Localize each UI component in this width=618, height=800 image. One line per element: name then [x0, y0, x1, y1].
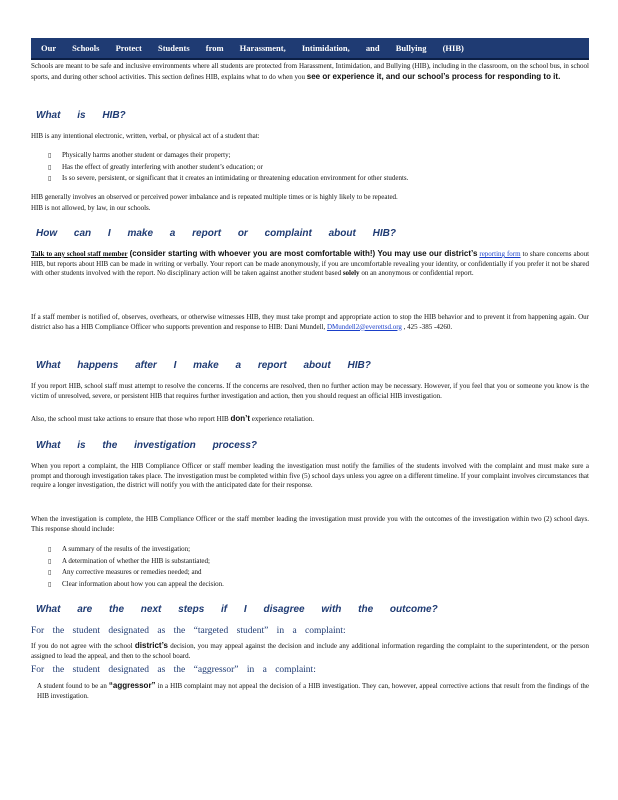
report-lead-2: (consider starting with whoever you are most comfortable with!) You may use our district’s — [129, 249, 478, 258]
hib-power-imbalance: HIB generally involves an observed or perceived power imbalance and is repeated multiple times or is highly likely to be repeated. — [31, 193, 398, 201]
heading-investigation: What is the investigation process? — [36, 440, 258, 451]
staff-paragraph: If a staff member is notified of, observes, overhears, or otherwise witnesses HIB, they must take prompt and appropriate action to stop the HIB behavior and to prevent it from happening again. Our district also has a HIB Compliance Officer who supports prevention and response to HIB: Dani Mundell, DMundell2@everettsd.org , 425 -385 -4260. — [31, 313, 589, 331]
bullet-icon: ▯ — [48, 557, 52, 565]
bullet-icon: ▯ — [48, 152, 52, 159]
targeted-student-paragraph: If you do not agree with the school district’s decision, you may appeal against the decision and include any additional information regarding the complaint to the superintendent, or the person assigned to lead the appeal, and then to the school board. — [31, 641, 589, 660]
heading-next-steps: What are the next steps if I disagree with the outcome? — [36, 604, 438, 615]
list-item: ▯ Physically harms another student or damages their property; — [48, 150, 588, 162]
intro-text: Schools are meant to be safe and inclusive environments where all students are protected from Harassment, Intimidation, and Bullying (HIB), including in the classroom, on the school bus, in school sports, and during other school activities. This section defines HIB, explains what to do when you — [31, 62, 589, 81]
banner-title: Our Schools Protect Students from Harassment, Intimidation, and Bullying (HIB) — [41, 43, 464, 53]
hib-not-allowed: HIB is not allowed, by law, in our schools. — [31, 204, 151, 212]
aggressor-heading: For the student designated as the “aggressor” in a complaint: — [31, 665, 316, 675]
list-item: ▯ A summary of the results of the investigation; — [48, 544, 588, 556]
intro-paragraph — [31, 62, 589, 82]
retaliation-paragraph: Also, the school must take actions to ensure that those who report HIB don’t experience retaliation. — [31, 414, 314, 423]
after-report-paragraph: If you report HIB, school staff must attempt to resolve the concerns. If the concerns are resolved, then no further action may be necessary. However, if you feel that you or someone you know is the victim of unresolved, severe, or persistent HIB that requires further investigation and action, then you should request an official HIB investigation. — [31, 382, 589, 400]
list-item: ▯ Any corrective measures or remedies needed; and — [48, 567, 588, 579]
hib-criteria-list — [48, 150, 588, 185]
list-item: ▯ Clear information about how you can appeal the decision. — [48, 579, 588, 591]
intro-emphasis: see or experience it, and our school’s process for responding to it. — [306, 71, 561, 81]
heading-what-is-hib: What is HIB? — [36, 110, 126, 121]
aggressor-paragraph: A student found to be an “aggressor” in a HIB complaint may not appeal the decision of a HIB investigation. They can, however, appeal corrective actions that result from the findings of the HIB investigation. — [37, 681, 590, 700]
email-link[interactable]: DMundell2@everettsd.org — [326, 322, 402, 331]
title-banner — [31, 38, 589, 60]
list-item: ▯ Has the effect of greatly interfering with another student’s education; or — [48, 162, 588, 174]
heading-how-to-report: How can I make a report or complaint about HIB? — [36, 228, 396, 239]
reporting-form-link[interactable]: reporting form — [479, 250, 521, 258]
heading-after-report: What happens after I make a report about HIB? — [36, 360, 371, 371]
list-item: ▯ Is so severe, persistent, or significant that it creates an intimidating or threatening education environment for other students. — [48, 173, 588, 185]
hib-definition: HIB is any intentional electronic, written, verbal, or physical act of a student that: — [31, 132, 260, 140]
phone-number: , 425 -385 -4260. — [403, 322, 453, 331]
report-lead: Talk to any school staff member — [31, 250, 128, 258]
bullet-icon: ▯ — [48, 546, 52, 553]
list-item: ▯ A determination of whether the HIB is substantiated; — [48, 556, 588, 568]
bullet-icon: ▯ — [48, 580, 52, 588]
investigation-paragraph-1: When you report a complaint, the HIB Compliance Officer or staff member leading the investigation must notify the families of the students involved with the complaint and must make sure a prompt and thorough investigation takes place. The investigation must be completed within five (5) school days unless you agree on a different timeline. If your complaint involves circumstances that require a longer investigation, the district will notify you with the anticipated date for their response. — [31, 462, 589, 489]
investigation-paragraph-2: When the investigation is complete, the HIB Compliance Officer or the staff member leading the investigation must provide you with the outcomes of the investigation within two (2) school days. This response should include: — [31, 515, 589, 533]
bullet-icon: ▯ — [48, 175, 52, 182]
targeted-student-heading: For the student designated as the “targeted student” in a complaint: — [31, 626, 346, 636]
report-paragraph: Talk to any school staff member (consider starting with whoever you are most comfortable with!) You may use our district’s reporting form to share concerns about HIB, but reports about HIB can be made in writing or verbally. Your report can be made anonymously, if you are uncomfortable revealing your identity, or confidentially if you prefer it not be shared with other students involved with the report. No disciplinary action will be taken against another student based solely on an anonymous or confidential report. — [31, 249, 590, 277]
outcome-list — [48, 544, 588, 590]
bullet-icon: ▯ — [48, 569, 52, 576]
bullet-icon: ▯ — [48, 163, 52, 171]
solely-emphasis: solely — [342, 269, 360, 277]
